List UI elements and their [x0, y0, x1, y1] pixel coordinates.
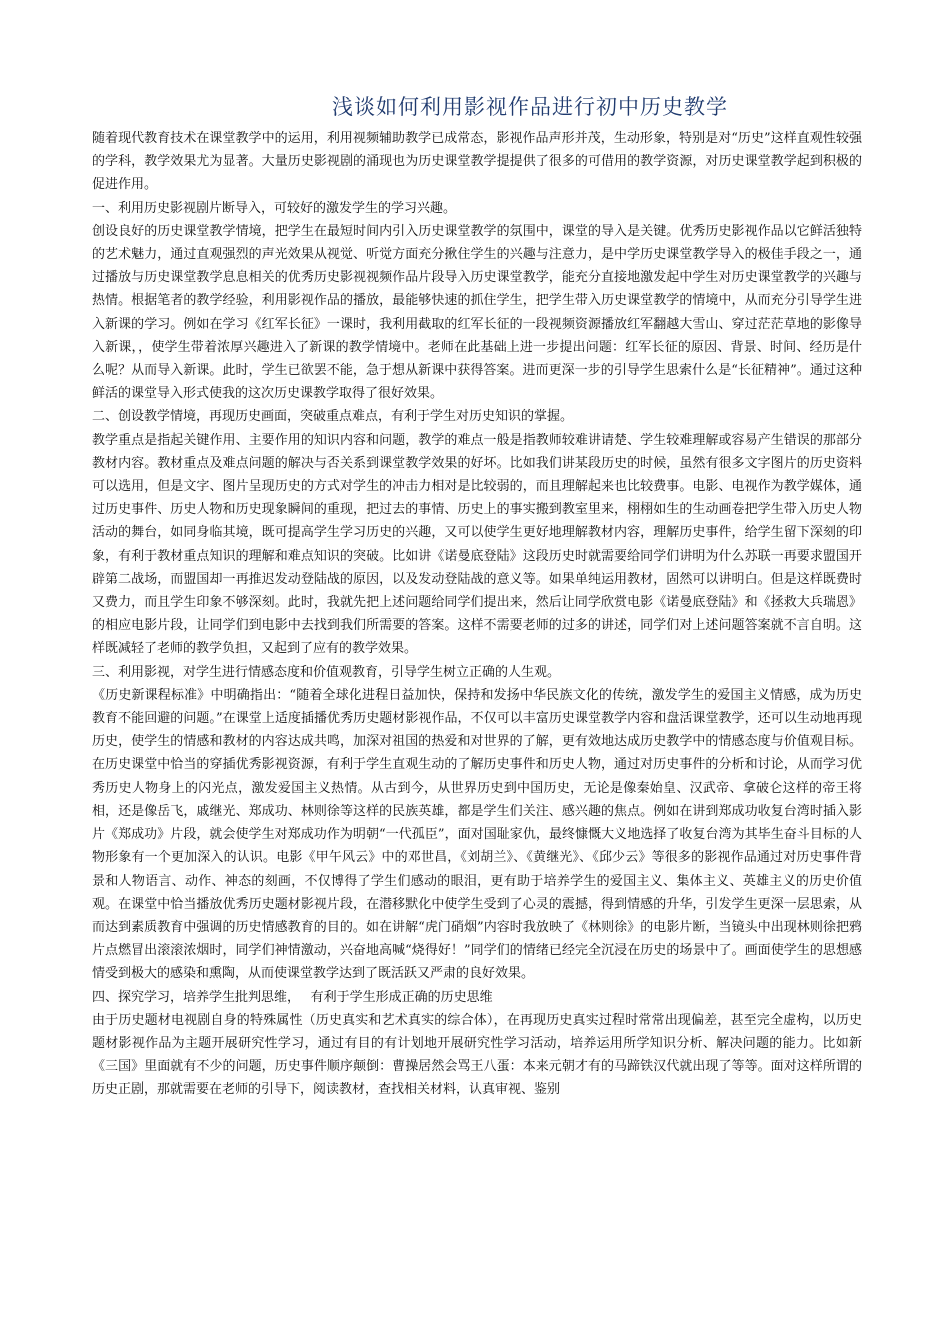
document-title: 浅谈如何利用影视作品进行初中历史教学	[332, 95, 728, 119]
document-body	[92, 127, 862, 1102]
section-heading-2: 二、创设教学情境，再现历史画面，突破重点难点，有利于学生对历史知识的掌握。	[92, 409, 574, 425]
document-page	[92, 0, 862, 1102]
section-4-paragraph: 由于历史题材电视剧自身的特殊属性（历史真实和艺术真实的综合体），在再现历史真实过程时常常出现偏差，甚至完全虚构，以历史题材影视作品为主题开展研究性学习，通过有目的有计划地开展研究性学习活动，培养运用所学知识分析、解决问题的能力。比如新《三国》里面就有不少的问题，历史事件顺序颠倒：曹操居然会骂王八蛋：本来元朝才有的马蹄铁汉代就出现了等等。面对这样所谓的历史正剧，那就需要在老师的引导下，阅读教材，查找相关材料，认真审视、鉴别	[92, 1012, 862, 1098]
intro-paragraph: 随着现代教育技术在课堂教学中的运用，利用视频辅助教学已成常态，影视作品声形并茂，生动形象，特别是对“历史”这样直观性较强的学科，教学效果尤为显著。大量历史影视剧的涌现也为历史课堂教学提提供了很多的可借用的教学资源，对历史课堂教学起到积极的促进作用。	[92, 131, 862, 193]
section-1-paragraph: 创设良好的历史课堂教学情境，把学生在最短时间内引入历史课堂教学的氛围中，课堂的导入是关键。优秀历史影视作品以它鲜活独特的艺术魅力，通过直观强烈的声光效果从视觉、听觉方面充分揪住学生的兴趣与注意力，是中学历史课堂教学导入的极佳手段之一，通过播放与历史课堂教学息息相关的优秀历史影视视频作品片段导入历史课堂教学，能充分直接地激发起中学生对历史课堂教学的兴趣与热情。根据笔者的教学经验，利用影视作品的播放，最能够快速的抓住学生，把学生带入历史课堂教学的情境中，从而充分引导学生进入新课的学习。例如在学习《红军长征》一课时，我利用截取的红军长征的一段视频资源播放红军翻越大雪山、穿过茫茫草地的影像导入新课，，使学生带着浓厚兴趣进入了新课的教学情境中。老师在此基础上进一步提出问题：红军长征的原因、背景、时间、经历是什么呢？从而导入新课。此时，学生已欲罢不能，急于想从新课中获得答案。进而更深一步的引导学生思索什么是“长征精神”。通过这种鲜活的课堂导入形式使我的这次历史课教学取得了很好效果。	[92, 223, 862, 402]
section-3-paragraph: 《历史新课程标准》中明确指出：“随着全球化进程日益加快，保持和发扬中华民族文化的传统，激发学生的爱国主义情感，成为历史教育不能回避的问题。”在课堂上适度插播优秀历史题材影视作品，不仅可以丰富历史课堂教学内容和盘活课堂教学，还可以生动地再现历史，使学生的情感和教材的内容达成共鸣，加深对祖国的热爱和对世界的了解，更有效地达成历史教学中的情感态度与价值观目标。在历史课堂中恰当的穿插优秀影视资源，有利于学生直观生动的了解历史事件和历史人物，通过对历史事件的分析和讨论，从而学习优秀历史人物身上的闪光点，激发爱国主义热情。从古到今，从世界历史到中国历史，无论是像秦始皇、汉武帝、拿破仑这样的帝王将相，还是像岳飞，戚继光、郑成功、林则徐等这样的民族英雄，都是学生们关注、感兴趣的焦点。例如在讲到郑成功收复台湾时插入影片《郑成功》片段，就会使学生对郑成功作为明朝“一代孤臣”，面对国耻家仇，最终慷慨大义地选择了收复台湾为其毕生奋斗目标的人物形象有一个更加深入的认识。电影《甲午风云》中的邓世昌，《刘胡兰》、《黄继光》、《邱少云》等很多的影视作品通过对历史事件背景和人物语言、动作、神态的刻画，不仅博得了学生们感动的眼泪，更有助于培养学生的爱国主义、集体主义、英雄主义的历史价值观。在课堂中恰当播放优秀历史题材影视片段，在潜移默化中使学生受到了心灵的震撼，得到情感的升华，引发学生更深一层思索，从而达到素质教育中强调的历史情感教育的目的。如在讲解“虎门硝烟”内容时我放映了《林则徐》的电影片断，当镜头中出现林则徐把鸦片点燃冒出滚滚浓烟时，同学们神情激动，兴奋地高喊“烧得好！”同学们的情绪已经完全沉浸在历史的场景中了。画面使学生的思想感情受到极大的感染和熏陶，从而使课堂教学达到了既活跃又严肃的良好效果。	[92, 687, 862, 982]
section-2-paragraph: 教学重点是指起关键作用、主要作用的知识内容和问题，教学的难点一般是指教师较难讲请楚、学生较难理解或容易产生错误的那部分教材内容。教材重点及难点问题的解决与否关系到课堂教学效果的好坏。比如我们讲某段历史的时候，虽然有很多文字图片的历史资料可以选用，但是文字、图片呈现历史的方式对学生的冲击力相对是比较弱的，而且理解起来也比较费事。电影、电视作为教学媒体，通过历史事件、历史人物和历史现象瞬间的重现，把过去的事情、历史上的事实搬到教室里来，栩栩如生的生动画卷把学生带入历史人物活动的舞台，如同身临其境，既可提高学生学习历史的兴趣，又可以使学生更好地理解教材内容，理解历史事件，给学生留下深刻的印象，有利于教材重点知识的理解和难点知识的突破。比如讲《诺曼底登陆》这段历史时就需要给同学们讲明为什么苏联一再要求盟国开辟第二战场，而盟国却一再推迟发动登陆战的原因，以及发动登陆战的意义等。如果单纯运用教材，固然可以讲明白。但是这样既费时又费力，而且学生印象不够深刻。此时，我就先把上述问题给同学们提出来，然后让同学欣赏电影《诺曼底登陆》和《拯救大兵瑞恩》的相应电影片段，让同学们到电影中去找到我们所需要的答案。这样不需要老师的过多的讲述，同学们对上述问题答案就不言自明。这样既减轻了老师的教学负担，又起到了应有的教学效果。	[92, 432, 862, 657]
section-heading-3: 三、利用影视，对学生进行情感态度和价值观教育，引导学生树立正确的人生观。	[92, 664, 561, 680]
section-heading-1: 一、利用历史影视剧片断导入，可较好的激发学生的学习兴趣。	[92, 200, 457, 216]
section-heading-4: 四、探究学习，培养学生批判思维， 有利于学生形成正确的历史思维	[92, 989, 493, 1005]
